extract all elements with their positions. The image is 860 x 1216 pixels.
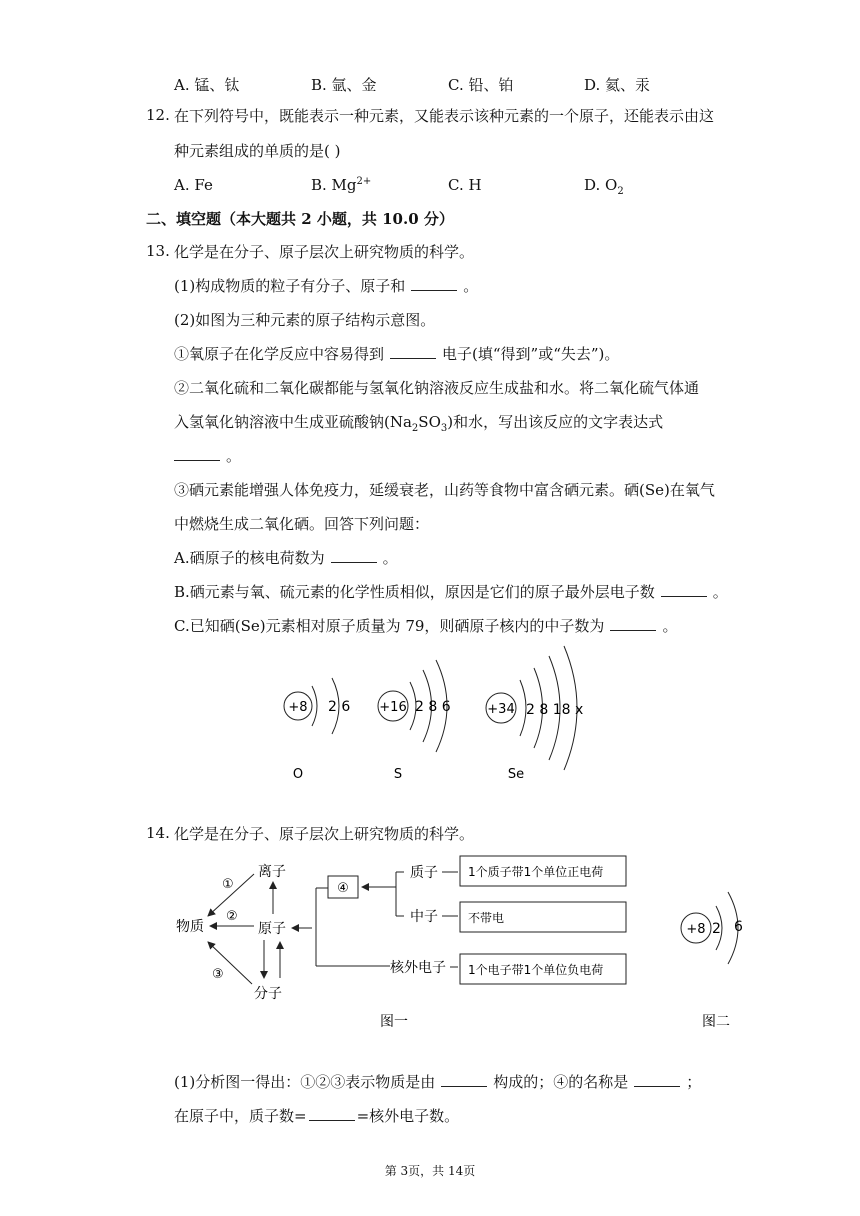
sulfur-atom-diagram [378, 660, 451, 782]
q13-sub3-line1: ③硒元素能增强人体免疫力，延缓衰老，山药等食物中富含硒元素。硒(Se)在氧气 [174, 481, 715, 499]
fig1-circle-3: ③ [212, 967, 224, 982]
section-fill-in-title: 二、填空题（本大题共 2 小题，共 10.0 分） [146, 210, 454, 228]
answer-blank[interactable] [309, 1108, 355, 1121]
answer-blank[interactable] [634, 1074, 680, 1087]
q13-part-c: C.已知硒(Se)元素相对原子质量为 79，则硒原子核内的中子数为 。 [174, 617, 678, 635]
fig1-circle-2: ② [226, 909, 238, 924]
answer-blank[interactable] [610, 618, 656, 631]
q12-option-c: C. H [448, 176, 482, 194]
fig1-neutron-label: 中子 [410, 909, 438, 925]
answer-blank[interactable] [661, 584, 707, 597]
fig1-ion-label: 离子 [258, 864, 286, 880]
answer-blank[interactable] [174, 448, 220, 461]
selenium-nucleus-label: +34 [487, 702, 515, 717]
q13-sub2-line1: ②二氧化硫和二氧化碳都能与氢氧化钠溶液反应生成盐和水。将二氧化硫气体通 [174, 379, 700, 397]
q13-number: 13. [146, 242, 170, 260]
oxygen-atom-figure-2 [672, 880, 772, 1030]
fig1-electron-desc: 1个电子带1个单位负电荷 [468, 963, 604, 977]
q14-part1-line2: 在原子中，质子数= =核外电子数。 [174, 1107, 460, 1125]
fig2-caption: 图二 [702, 1014, 730, 1030]
q13-part1: (1)构成物质的粒子有分子、原子和 。 [174, 277, 479, 295]
fig1-circle-1: ① [222, 877, 234, 892]
selenium-symbol: Se [507, 767, 525, 782]
page-footer: 第 3页，共 14页 [384, 1164, 476, 1178]
q13-part-a: A.硒原子的核电荷数为 。 [174, 549, 398, 567]
fig1-caption: 图一 [380, 1014, 408, 1030]
q12-number: 12. [146, 106, 170, 124]
fig1-matter-label: 物质 [176, 919, 204, 935]
q13-part2: (2)如图为三种元素的原子结构示意图。 [174, 311, 436, 329]
oxygen-atom-diagram [284, 678, 350, 782]
q12-stem-line1: 在下列符号中，既能表示一种元素，又能表示该种元素的一个原子，还能表示由这 [174, 107, 715, 125]
answer-blank[interactable] [390, 346, 436, 359]
fig2-nucleus-label: +8 [686, 922, 706, 937]
q12-option-d: D. $O_2$ [584, 176, 624, 197]
q13-part-b: B.硒元素与氧、硫元素的化学性质相似，原因是它们的原子最外层电子数 。 [174, 583, 728, 601]
fig1-molecule-label: 分子 [254, 986, 282, 1002]
q13-sub1: ①氧原子在化学反应中容易得到 电子(填“得到”或“失去”)。 [174, 345, 620, 363]
q11-option-c: C. 铅、铂 [448, 76, 514, 94]
q11-option-a: A. 锰、钛 [174, 76, 240, 94]
q13-intro: 化学是在分子、原子层次上研究物质的科学。 [174, 243, 475, 261]
oxygen-symbol: O [292, 767, 304, 782]
oxygen-shell-electrons: 2 6 [328, 699, 351, 715]
fig1-proton-desc: 1个质子带1个单位正电荷 [468, 865, 604, 879]
q13-sub3-line2: 中燃烧生成二氧化硒。回答下列问题： [174, 515, 430, 533]
selenium-atom-diagram [486, 646, 583, 782]
fig2-shell1-electrons: 2 [712, 921, 721, 937]
fig1-neutron-desc: 不带电 [468, 911, 505, 925]
q12-stem-line2: 种元素组成的单质的是( ) [174, 142, 341, 160]
fig1-electron-label: 核外电子 [390, 960, 446, 976]
fig1-atom-label: 原子 [258, 921, 286, 937]
atomic-structure-figure [270, 640, 610, 790]
answer-blank[interactable] [411, 278, 457, 291]
fig1-proton-label: 质子 [410, 865, 438, 881]
selenium-shell-electrons: 2 8 18 x [526, 702, 584, 718]
fig1-circle-4: ④ [337, 881, 349, 896]
q11-option-d: D. 氦、汞 [584, 76, 651, 94]
q14-part1-line1: (1)分析图一得出：①②③表示物质是由 构成的；④的名称是 ； [174, 1073, 702, 1091]
sulfur-shell-electrons: 2 8 6 [415, 699, 451, 715]
q14-intro: 化学是在分子、原子层次上研究物质的科学。 [174, 825, 475, 843]
answer-blank[interactable] [441, 1074, 487, 1087]
sulfur-symbol: S [393, 767, 403, 782]
q11-option-b: B. 氩、金 [311, 76, 377, 94]
answer-blank[interactable] [331, 550, 377, 563]
q12-option-b: B. $Mg^{2+}$ [311, 176, 372, 194]
q14-number: 14. [146, 824, 170, 842]
sulfur-nucleus-label: +16 [379, 700, 407, 715]
q13-sub2-line3: 。 [174, 446, 241, 466]
q13-sub2-line2: 入氢氧化钠溶液中生成亚硫酸钠$(Na_2SO_3)$和水，写出该反应的文字表达式 [174, 413, 664, 434]
oxygen-nucleus-label: +8 [288, 700, 308, 715]
q12-option-a: A. Fe [174, 176, 213, 194]
matter-composition-figure [160, 850, 640, 1040]
fig2-shell2-electrons: 6 [734, 919, 743, 935]
